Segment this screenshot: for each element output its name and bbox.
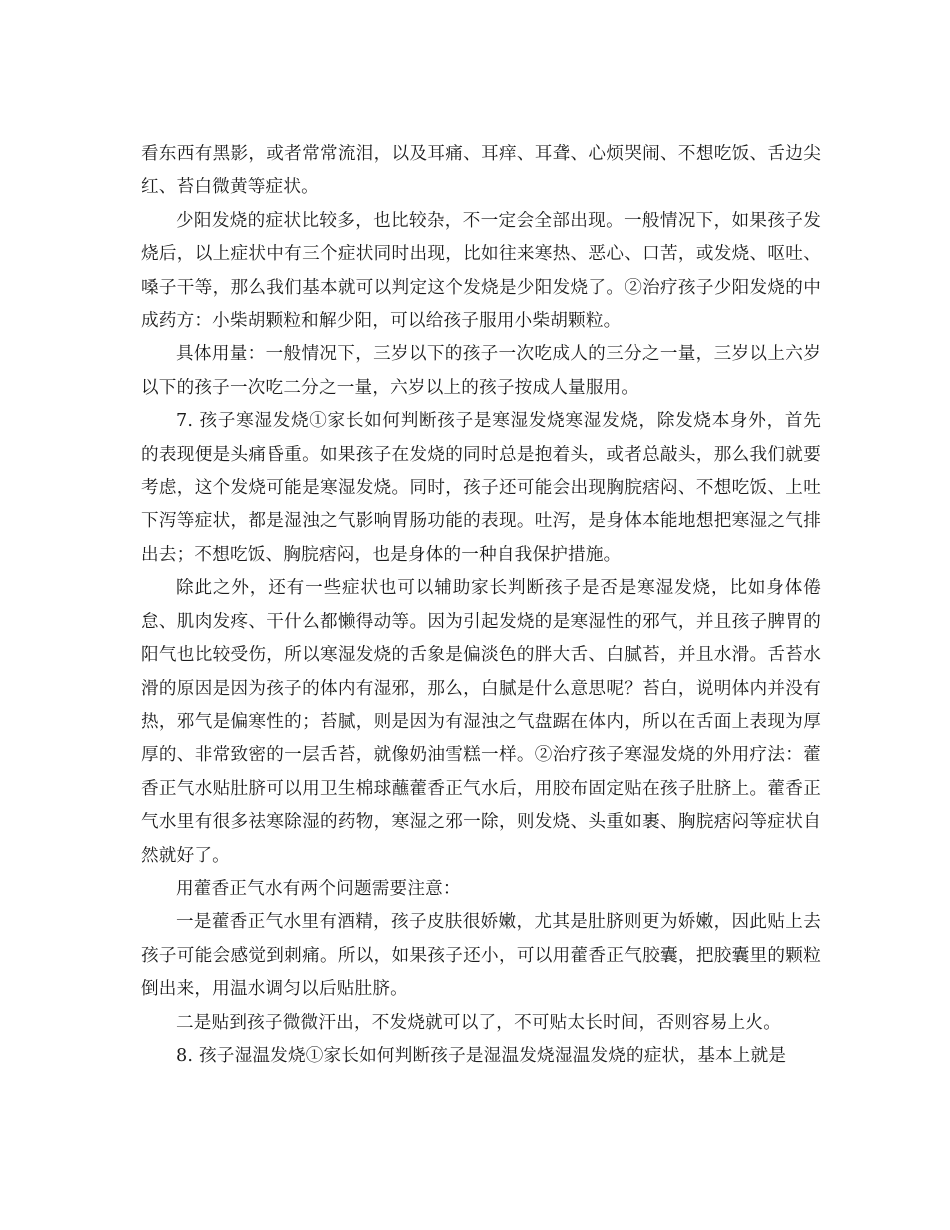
paragraph-1: 看东西有黑影，或者常常流泪，以及耳痛、耳痒、耳聋、心烦哭闹、不想吃饭、舌边尖红、苔白微黄等症状。: [141, 144, 821, 198]
paragraph-8: 二是贴到孩子微微汗出，不发烧就可以了，不可贴太长时间，否则容易上火。: [176, 1012, 781, 1033]
paragraph-6: 用藿香正气水有两个问题需要注意：: [176, 878, 461, 899]
document-body: [141, 138, 821, 1073]
paragraph-2: 少阳发烧的症状比较多，也比较杂，不一定会全部出现。一般情况下，如果孩子发烧后，以上症状中有三个症状同时出现，比如往来寒热、恶心、口苦，或发烧、呕吐、嗓子干等，那么我们基本就可以判定这个发烧是少阳发烧了。②治疗孩子少阳发烧的中成药方：小柴胡颗粒和解少阳，可以给孩子服用小柴胡颗粒。: [141, 210, 821, 332]
paragraph-9: 8. 孩子湿温发烧①家长如何判断孩子是湿温发烧湿温发烧的症状，基本上就是: [176, 1045, 787, 1066]
paragraph-4: 7. 孩子寒湿发烧①家长如何判断孩子是寒湿发烧寒湿发烧，除发烧本身外，首先的表现便是头痛昏重。如果孩子在发烧的同时总是抱着头，或者总敲头，那么我们就要考虑，这个发烧可能是寒湿发烧。同时，孩子还可能会出现胸脘痞闷、不想吃饭、上吐下泻等症状，都是湿浊之气影响胃肠功能的表现。吐泻，是身体本能地想把寒湿之气排出去；不想吃饭、胸脘痞闷，也是身体的一种自我保护措施。: [141, 411, 821, 565]
paragraph-3: 具体用量：一般情况下，三岁以下的孩子一次吃成人的三分之一量，三岁以上六岁以下的孩子一次吃二分之一量，六岁以上的孩子按成人量服用。: [141, 344, 821, 398]
paragraph-7: 一是藿香正气水里有酒精，孩子皮肤很娇嫩，尤其是肚脐则更为娇嫩，因此贴上去孩子可能会感觉到刺痛。所以，如果孩子还小，可以用藿香正气胶囊，把胶囊里的颗粒倒出来，用温水调匀以后贴肚脐。: [141, 912, 821, 1000]
paragraph-5: 除此之外，还有一些症状也可以辅助家长判断孩子是否是寒湿发烧，比如身体倦怠、肌肉发疼、干什么都懒得动等。因为引起发烧的是寒湿性的邪气，并且孩子脾胃的阳气也比较受伤，所以寒湿发烧的舌象是偏淡色的胖大舌、白腻苔，并且水滑。舌苔水滑的原因是因为孩子的体内有湿邪，那么，白腻是什么意思呢？苔白，说明体内并没有热，邪气是偏寒性的；苔腻，则是因为有湿浊之气盘踞在体内，所以在舌面上表现为厚厚的、非常致密的一层舌苔，就像奶油雪糕一样。②治疗孩子寒湿发烧的外用疗法：藿香正气水贴肚脐可以用卫生棉球蘸藿香正气水后，用胶布固定贴在孩子肚脐上。藿香正气水里有很多祛寒除湿的药物，寒湿之邪一除，则发烧、头重如裹、胸脘痞闷等症状自然就好了。: [141, 578, 821, 866]
